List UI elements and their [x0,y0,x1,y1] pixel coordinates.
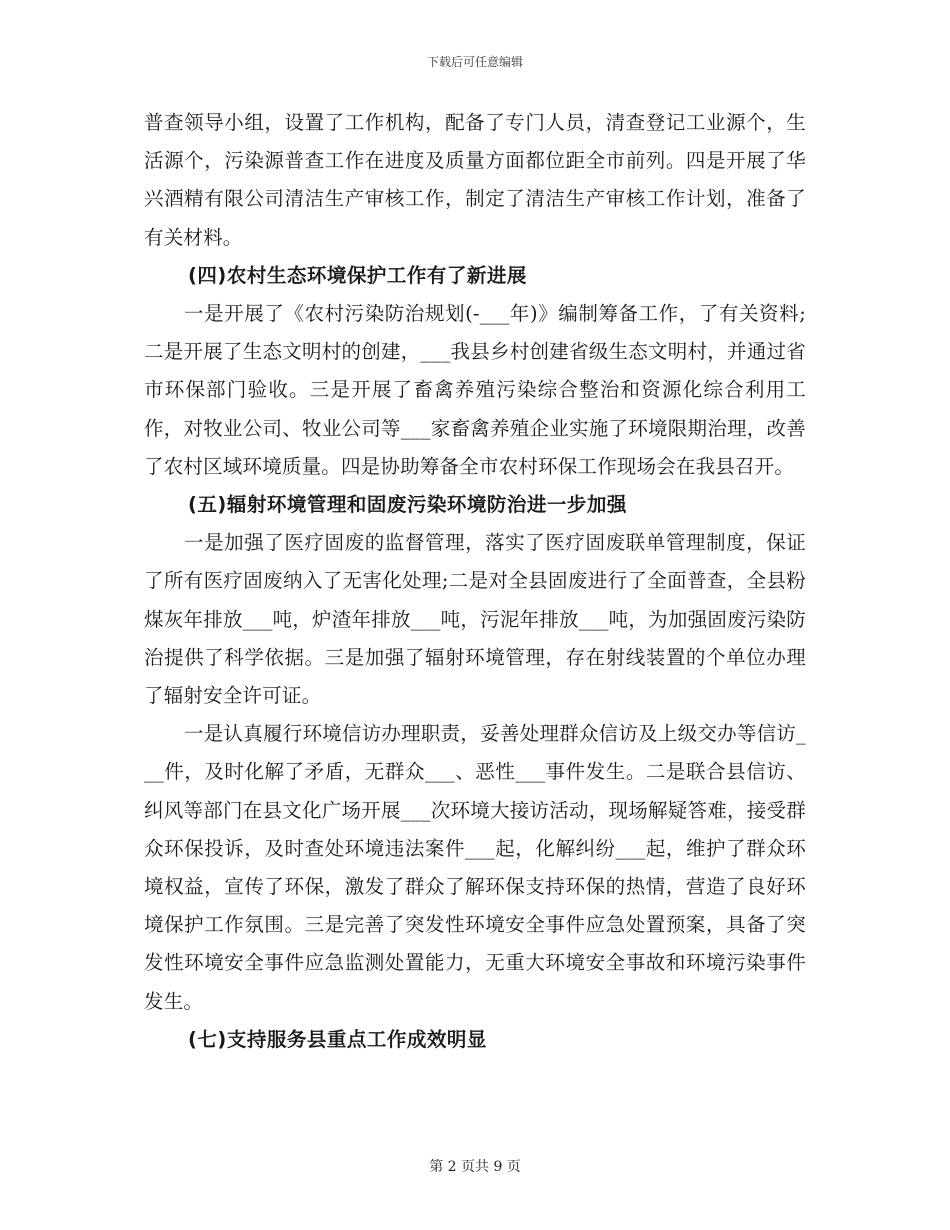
page-header: 下载后可任意编辑 [426,55,523,69]
page-footer: 第 2 页共 9 页 [429,1159,521,1175]
paragraph-4: 一是认真履行环境信访办理职责，妥善处理群众信访及上级交办等信访___件，及时化解了矛盾，无群众___、恶性___事件发生。二是联合县信访、纠风等部门在县文化广场开展___次环境大接访活动，现场解疑答难，接受群众环保投诉，及时查处环境违法案件___起，化解纠纷___起，维护了群众环境权益，宣传了环保，激发了群众了解环保支持环保的热情，营造了良好环境保护工作氛围。三是完善了突发性环境安全事件应急处置预案，具备了突发性环境安全事件应急监测处置能力，无重大环境安全事故和环境污染事件发生。 [144,722,806,1013]
paragraph-2: 一是开展了《农村污染防治规划(-___年)》编制筹备工作，了有关资料;二是开展了生态文明村的创建，___我县乡村创建省级生态文明村，并通过省市环保部门验收。三是开展了畜禽养殖污染综合整治和资源化综合利用工作，对牧业公司、牧业公司等___家畜禽养殖企业实施了环境限期治理，改善了农村区域环境质量。四是协助筹备全市农村环保工作现场会在我县召开。 [144,302,806,478]
section-heading-7: (七)支持服务县重点工作成效明显 [188,1027,487,1051]
section-heading-4: (四)农村生态环境保护工作有了新进展 [188,263,527,287]
paragraph-3: 一是加强了医疗固废的监督管理，落实了医疗固废联单管理制度，保证了所有医疗固废纳入了无害化处理;二是对全县固废进行了全面普查，全县粉煤灰年排放___吨，炉渣年排放___吨，污泥年排放___吨，为加强固废污染防治提供了科学依据。三是加强了辐射环境管理，存在射线装置的个单位办理了辐射安全许可证。 [144,531,806,708]
paragraph-1: 普查领导小组，设置了工作机构，配备了专门人员，清查登记工业源个，生活源个，污染源普查工作在进度及质量方面都位距全市前列。四是开展了华兴酒精有限公司清洁生产审核工作，制定了清洁生产审核工作计划，准备了有关材料。 [144,111,806,249]
section-heading-5: (五)辐射环境管理和固废污染环境防治进一步加强 [188,493,627,517]
document-body [144,104,806,1059]
